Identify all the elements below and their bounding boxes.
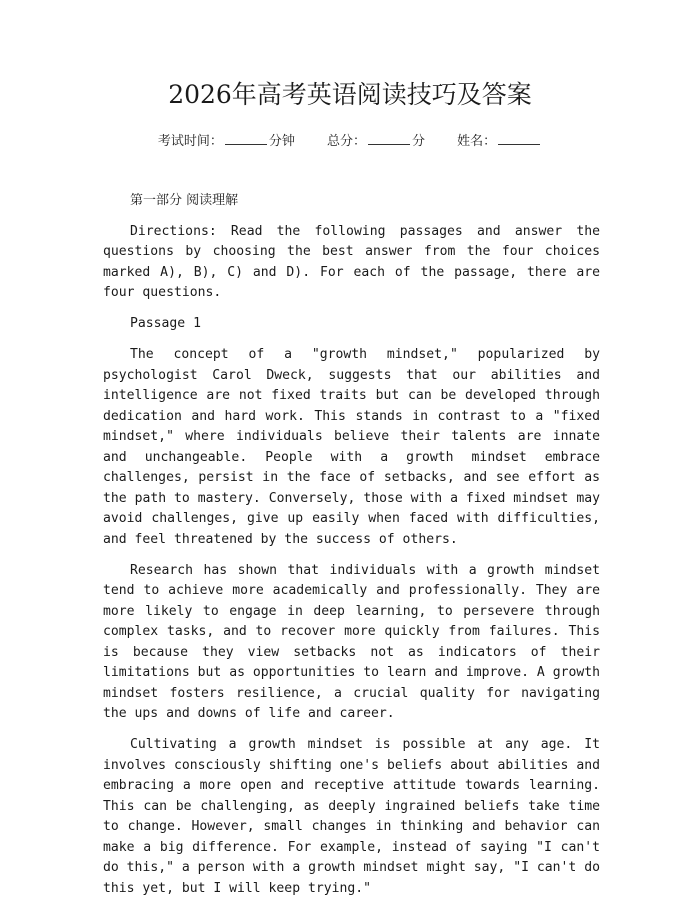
exam-info-line [0, 131, 700, 152]
total-score-field [327, 131, 425, 152]
student-name-field [457, 131, 542, 152]
exam-time-unit: 分钟 [268, 134, 295, 149]
total-score-blank [368, 131, 410, 145]
student-name-blank [498, 131, 540, 145]
passage-label: Passage 1 [130, 316, 201, 331]
total-score-unit: 分 [412, 134, 426, 149]
passage-paragraph: Cultivating a growth mindset is possible at any age. It involves consciously shifting one's beliefs about abilities and embracing a more open and receptive attitude towards learning. This can be challenging, as deeply ingrained beliefs take time to change. However, small changes in thinking and behavior can make a big difference. For example, instead of saying "I can't do this," a person with a growth mindset might say, "I can't do this yet, but I will keep trying." [103, 737, 600, 896]
passage-paragraph: The concept of a "growth mindset," popularized by psychologist Carol Dweck, suggests that our abilities and intelligence are not fixed traits but can be developed through dedication and hard work. This stands in contrast to a "fixed mindset," where individuals believe their talents are innate and unchangeable. People with a growth mindset embrace challenges, persist in the face of setbacks, and see effort as the path to mastery. Conversely, those with a fixed mindset may avoid challenges, give up easily when faced with difficulties, and feel threatened by the success of others. [103, 347, 600, 547]
page-title: 2026年高考英语阅读技巧及答案 [168, 80, 532, 109]
exam-time-blank [225, 131, 267, 145]
passage-paragraph: Research has shown that individuals with a growth mindset tend to achieve more academically and professionally. They are more likely to engage in deep learning, to persevere through complex tasks, and to recover more quickly from failures. This is because they view setbacks not as indicators of their limitations but as opportunities to learn and improve. A growth mindset fosters resilience, a crucial quality for navigating the ups and downs of life and career. [103, 562, 600, 721]
directions-paragraph: Directions: Read the following passages and answer the questions by choosing the best answer from the four choices marked A), B), C) and D). For each of the passage, there are four questions. [103, 223, 600, 300]
exam-time-field [158, 131, 295, 152]
document-body [103, 191, 600, 910]
student-name-label: 姓名： [457, 134, 497, 149]
exam-time-label: 考试时间： [157, 134, 223, 149]
total-score-label: 总分： [326, 134, 366, 149]
section-title: 第一部分 阅读理解 [130, 193, 239, 208]
